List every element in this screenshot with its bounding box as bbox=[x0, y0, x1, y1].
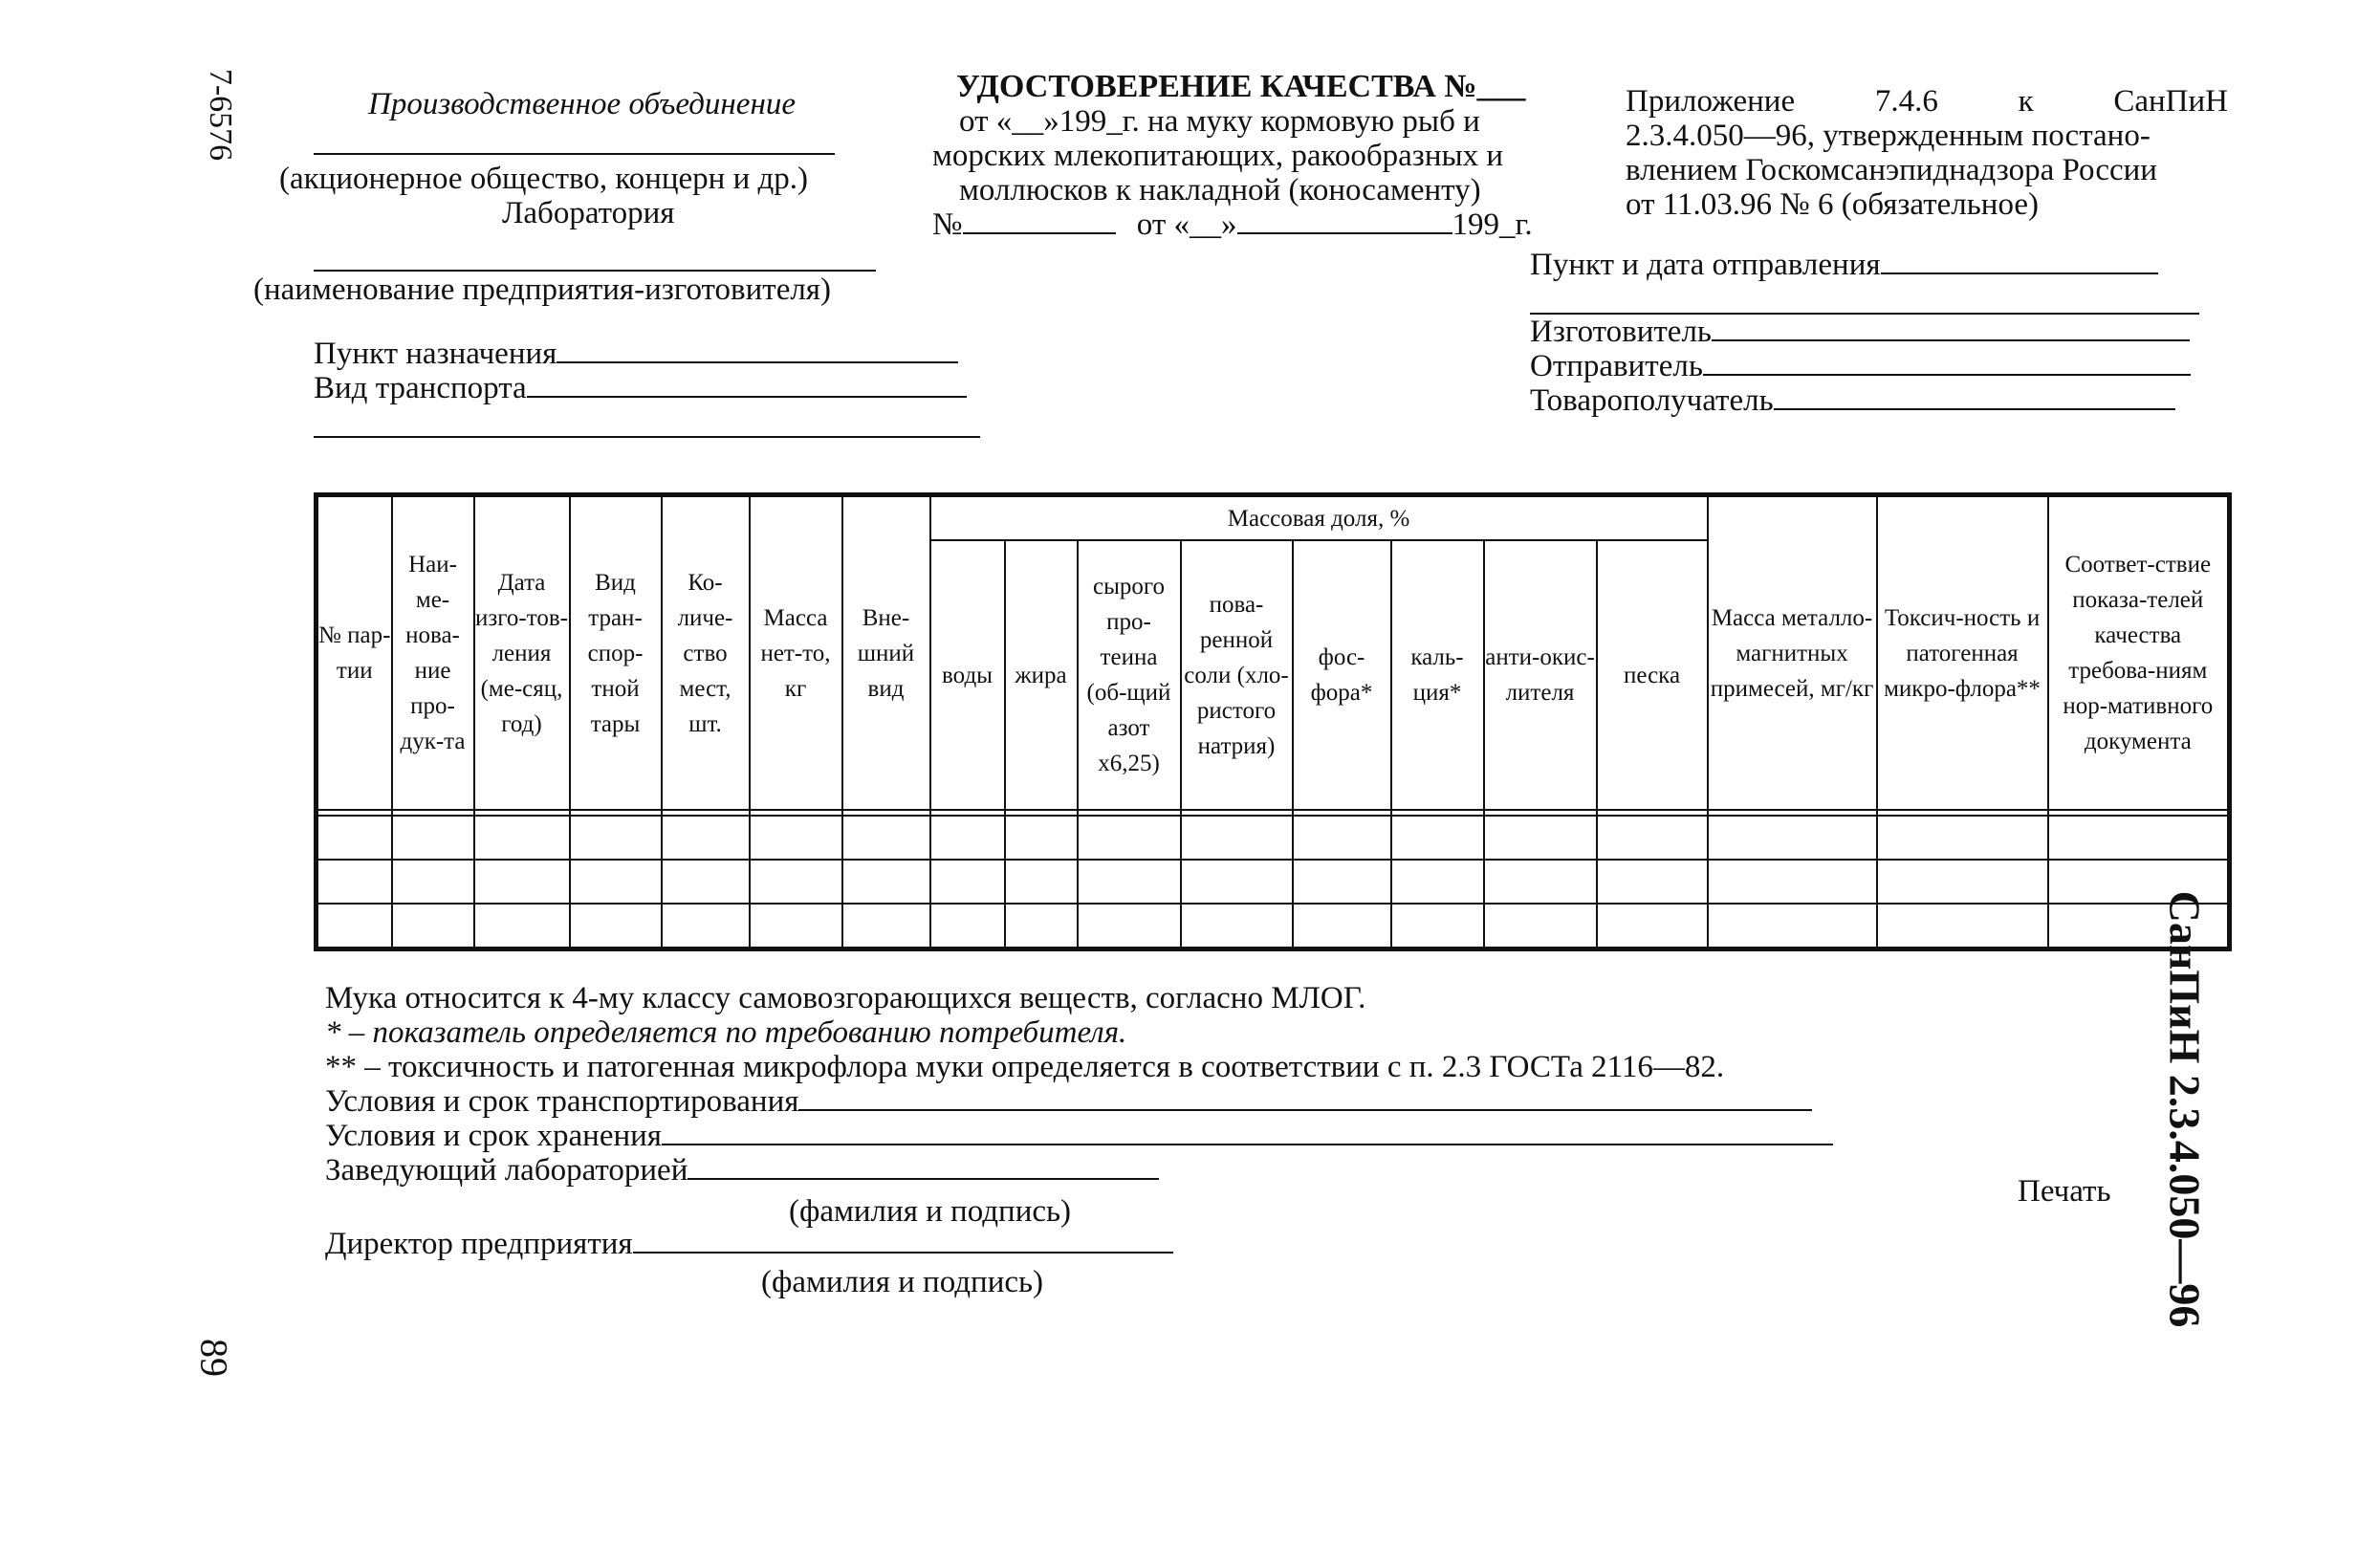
certificate-line-3: моллюсков к накладной (коносаменту) bbox=[959, 173, 1481, 207]
lab-label: Лаборатория bbox=[502, 196, 675, 230]
col-net-mass: Масса нет-то, кг bbox=[750, 495, 842, 811]
waybill-year-suffix: 199_г. bbox=[1452, 207, 1533, 242]
stamp-label: Печать bbox=[2018, 1174, 2111, 1209]
transport-label: Вид транспорта bbox=[314, 371, 527, 405]
subcol-sand: песка bbox=[1597, 540, 1708, 810]
col-container-type: Вид тран-спор-тной тары bbox=[570, 495, 662, 811]
subcol-water: воды bbox=[930, 540, 1005, 810]
org-header: Производственное объединение bbox=[368, 87, 796, 121]
footnote-star-2: ** – токсичность и патогенная микрофлора муки определяется в соответствии с п. 2.3 ГОСТа 2116—82. bbox=[325, 1050, 1725, 1084]
class-note: Мука относится к 4-му классу самовозгорающихся веществ, согласно МЛОГ. bbox=[325, 981, 1366, 1015]
subcol-protein: сырого про-теина (об-щий азот х6,25) bbox=[1078, 540, 1181, 810]
col-mass-fraction-group: Массовая доля, % bbox=[930, 495, 1708, 541]
appendix-line-4: от 11.03.96 № 6 (обязательное) bbox=[1626, 187, 2039, 222]
waybill-date-field[interactable] bbox=[1237, 207, 1452, 234]
storage-terms-label: Условия и срок хранения bbox=[325, 1119, 662, 1153]
dispatch-point-label: Пункт и дата отправления bbox=[1530, 248, 1881, 282]
table-row bbox=[317, 816, 2230, 860]
transport-terms-label: Условия и срок транспортирования bbox=[325, 1084, 799, 1119]
waybill-from-label: от «__» bbox=[1136, 207, 1237, 242]
quality-table bbox=[314, 492, 2232, 951]
destination-field[interactable] bbox=[557, 337, 958, 363]
side-document-title: СанПиН 2.3.4.050—96 bbox=[2160, 890, 2210, 1328]
appendix-line-1: Приложение 7.4.6 к СанПиН bbox=[1626, 84, 2228, 119]
transport-extra-line[interactable] bbox=[314, 436, 980, 438]
appendix-line-2: 2.3.4.050—96, утвержденным постано- bbox=[1626, 119, 2151, 153]
page-number: 89 bbox=[192, 1339, 236, 1377]
col-appearance: Вне-шний вид bbox=[842, 495, 930, 811]
lab-head-label: Заведующий лабораторией bbox=[325, 1153, 688, 1188]
col-manufacture-date: Дата изго-тов-ления (ме-сяц, год) bbox=[474, 495, 570, 811]
signature-note-1: (фамилия и подпись) bbox=[789, 1194, 1072, 1229]
manufacturer-label: Изготовитель bbox=[1530, 315, 1712, 349]
certificate-line-2: морских млекопитающих, ракообразных и bbox=[932, 139, 1504, 173]
manufacturer-field[interactable] bbox=[1712, 315, 2190, 341]
sender-field[interactable] bbox=[1703, 349, 2191, 376]
subcol-phosphorus: фос-фора* bbox=[1293, 540, 1391, 810]
subcol-fat: жира bbox=[1005, 540, 1078, 810]
appendix-line-3: влением Госкомсанэпиднадзора России bbox=[1626, 153, 2157, 187]
destination-label: Пункт назначения bbox=[314, 337, 557, 371]
org-name-line[interactable] bbox=[314, 153, 835, 155]
transport-terms-field[interactable] bbox=[798, 1084, 1812, 1111]
director-signature-field[interactable] bbox=[633, 1227, 1173, 1254]
col-compliance: Соответ-ствие показа-телей качества требова-ниям нор-мативного документа bbox=[2048, 495, 2230, 811]
col-toxicity: Токсич-ность и патогенная микро-флора** bbox=[1877, 495, 2048, 811]
director-label: Директор предприятия bbox=[325, 1227, 633, 1261]
certificate-title: УДОСТОВЕРЕНИЕ КАЧЕСТВА №___ bbox=[956, 69, 1526, 104]
col-batch-no: № пар-тии bbox=[317, 495, 392, 811]
certificate-line-1: от «__»199_г. на муку кормовую рыб и bbox=[959, 104, 1480, 139]
org-type-note: (акционерное общество, концерн и др.) bbox=[279, 162, 809, 196]
subcol-antioxidant: анти-окис-лителя bbox=[1484, 540, 1597, 810]
table-row bbox=[317, 860, 2230, 904]
document-code: 7-6576 bbox=[203, 68, 238, 162]
lab-head-signature-field[interactable] bbox=[688, 1153, 1159, 1180]
col-magnetic-impurities: Масса металло-магнитных примесей, мг/кг bbox=[1708, 495, 1877, 811]
signature-note-2: (фамилия и подпись) bbox=[761, 1265, 1044, 1299]
col-product-name: Наи-ме-нова-ние про-дук-та bbox=[392, 495, 474, 811]
subcol-salt: пова-ренной соли (хло-ристого натрия) bbox=[1181, 540, 1293, 810]
consignee-label: Товарополучатель bbox=[1530, 383, 1774, 418]
col-places-count: Ко-личе-ство мест, шт. bbox=[662, 495, 750, 811]
storage-terms-field[interactable] bbox=[662, 1119, 1833, 1145]
appendix-note bbox=[1626, 84, 2228, 222]
table-row bbox=[317, 904, 2230, 949]
enterprise-note: (наименование предприятия-изготовителя) bbox=[253, 273, 831, 307]
subcol-calcium: каль-ция* bbox=[1391, 540, 1484, 810]
waybill-no-label: № bbox=[932, 207, 963, 242]
dispatch-point-field[interactable] bbox=[1881, 248, 2158, 274]
consignee-field[interactable] bbox=[1774, 383, 2175, 410]
footnote-star-1: * – показатель определяется по требованию потребителя. bbox=[325, 1015, 1127, 1050]
waybill-number-field[interactable] bbox=[963, 207, 1116, 234]
sender-label: Отправитель bbox=[1530, 349, 1703, 383]
transport-field[interactable] bbox=[527, 371, 967, 398]
